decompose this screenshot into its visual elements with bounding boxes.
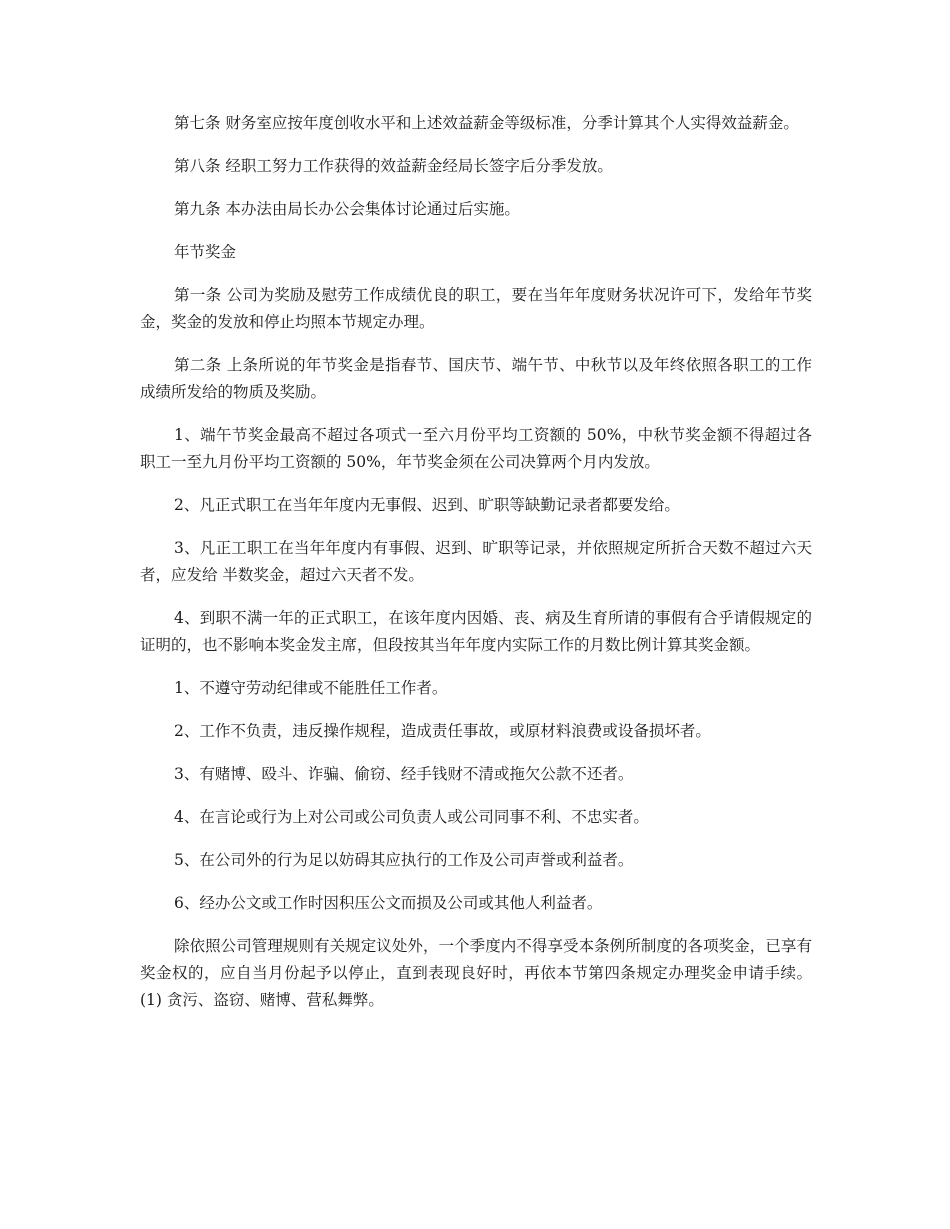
list-item: 6、经办公文或工作时因积压公文而损及公司或其他人利益者。 bbox=[174, 894, 603, 912]
closing-paragraph: 除依照公司管理规则有关规定议处外，一个季度内不得享受本条例所制度的各项奖金，已享有奖金权的，应自当月份起予以停止，直到表现良好时，再依本节第四条规定办理奖金申请手续。(1) 贪污、盗窃、赌博、营私舞弊。 bbox=[140, 937, 812, 1009]
document-body bbox=[140, 110, 812, 1030]
list-item: 2、工作不负责，违反操作规程，造成责任事故，或原材料浪费或设备损坏者。 bbox=[174, 722, 711, 740]
list-item: 5、在公司外的行为足以妨碍其应执行的工作及公司声誉或利益者。 bbox=[174, 851, 634, 869]
article-7-paragraph: 第七条 财务室应按年度创收水平和上述效益薪金等级标准，分季计算其个人实得效益薪金。 bbox=[174, 114, 799, 132]
list-item: 4、到职不满一年的正式职工，在该年度内因婚、丧、病及生育所请的事假有合乎请假规定的证明的，也不影响本奖金发主席，但段按其当年年度内实际工作的月数比例计算其奖金额。 bbox=[140, 609, 812, 654]
section-heading: 年节奖金 bbox=[174, 243, 237, 261]
list-item: 3、凡正工职工在当年年度内有事假、迟到、旷职等记录，并依照规定所折合天数不超过六天者，应发给 半数奖金，超过六天者不发。 bbox=[140, 539, 812, 584]
article-9-paragraph: 第九条 本办法由局长办公会集体讨论通过后实施。 bbox=[174, 200, 520, 218]
article-2-paragraph: 第二条 上条所说的年节奖金是指春节、国庆节、端午节、中秋节以及年终依照各职工的工作成绩所发给的物质及奖励。 bbox=[140, 356, 812, 401]
list-item: 2、凡正式职工在当年年度内无事假、迟到、旷职等缺勤记录者都要发给。 bbox=[174, 496, 680, 514]
article-8-paragraph: 第八条 经职工努力工作获得的效益薪金经局长签字后分季发放。 bbox=[174, 157, 613, 175]
list-item: 3、有赌博、殴斗、诈骗、偷窃、经手钱财不清或拖欠公款不还者。 bbox=[174, 765, 634, 783]
list-item: 4、在言论或行为上对公司或公司负责人或公司同事不利、不忠实者。 bbox=[174, 808, 649, 826]
list-item: 1、不遵守劳动纪律或不能胜任工作者。 bbox=[174, 679, 448, 697]
list-item: 1、端午节奖金最高不超过各项式一至六月份平均工资额的 50%，中秋节奖金额不得超过各职工一至九月份平均工资额的 50%，年节奖金须在公司决算两个月内发放。 bbox=[140, 426, 812, 471]
article-1-paragraph: 第一条 公司为奖励及慰劳工作成绩优良的职工，要在当年年度财务状况许可下，发给年节奖金，奖金的发放和停止均照本节规定办理。 bbox=[140, 286, 812, 331]
